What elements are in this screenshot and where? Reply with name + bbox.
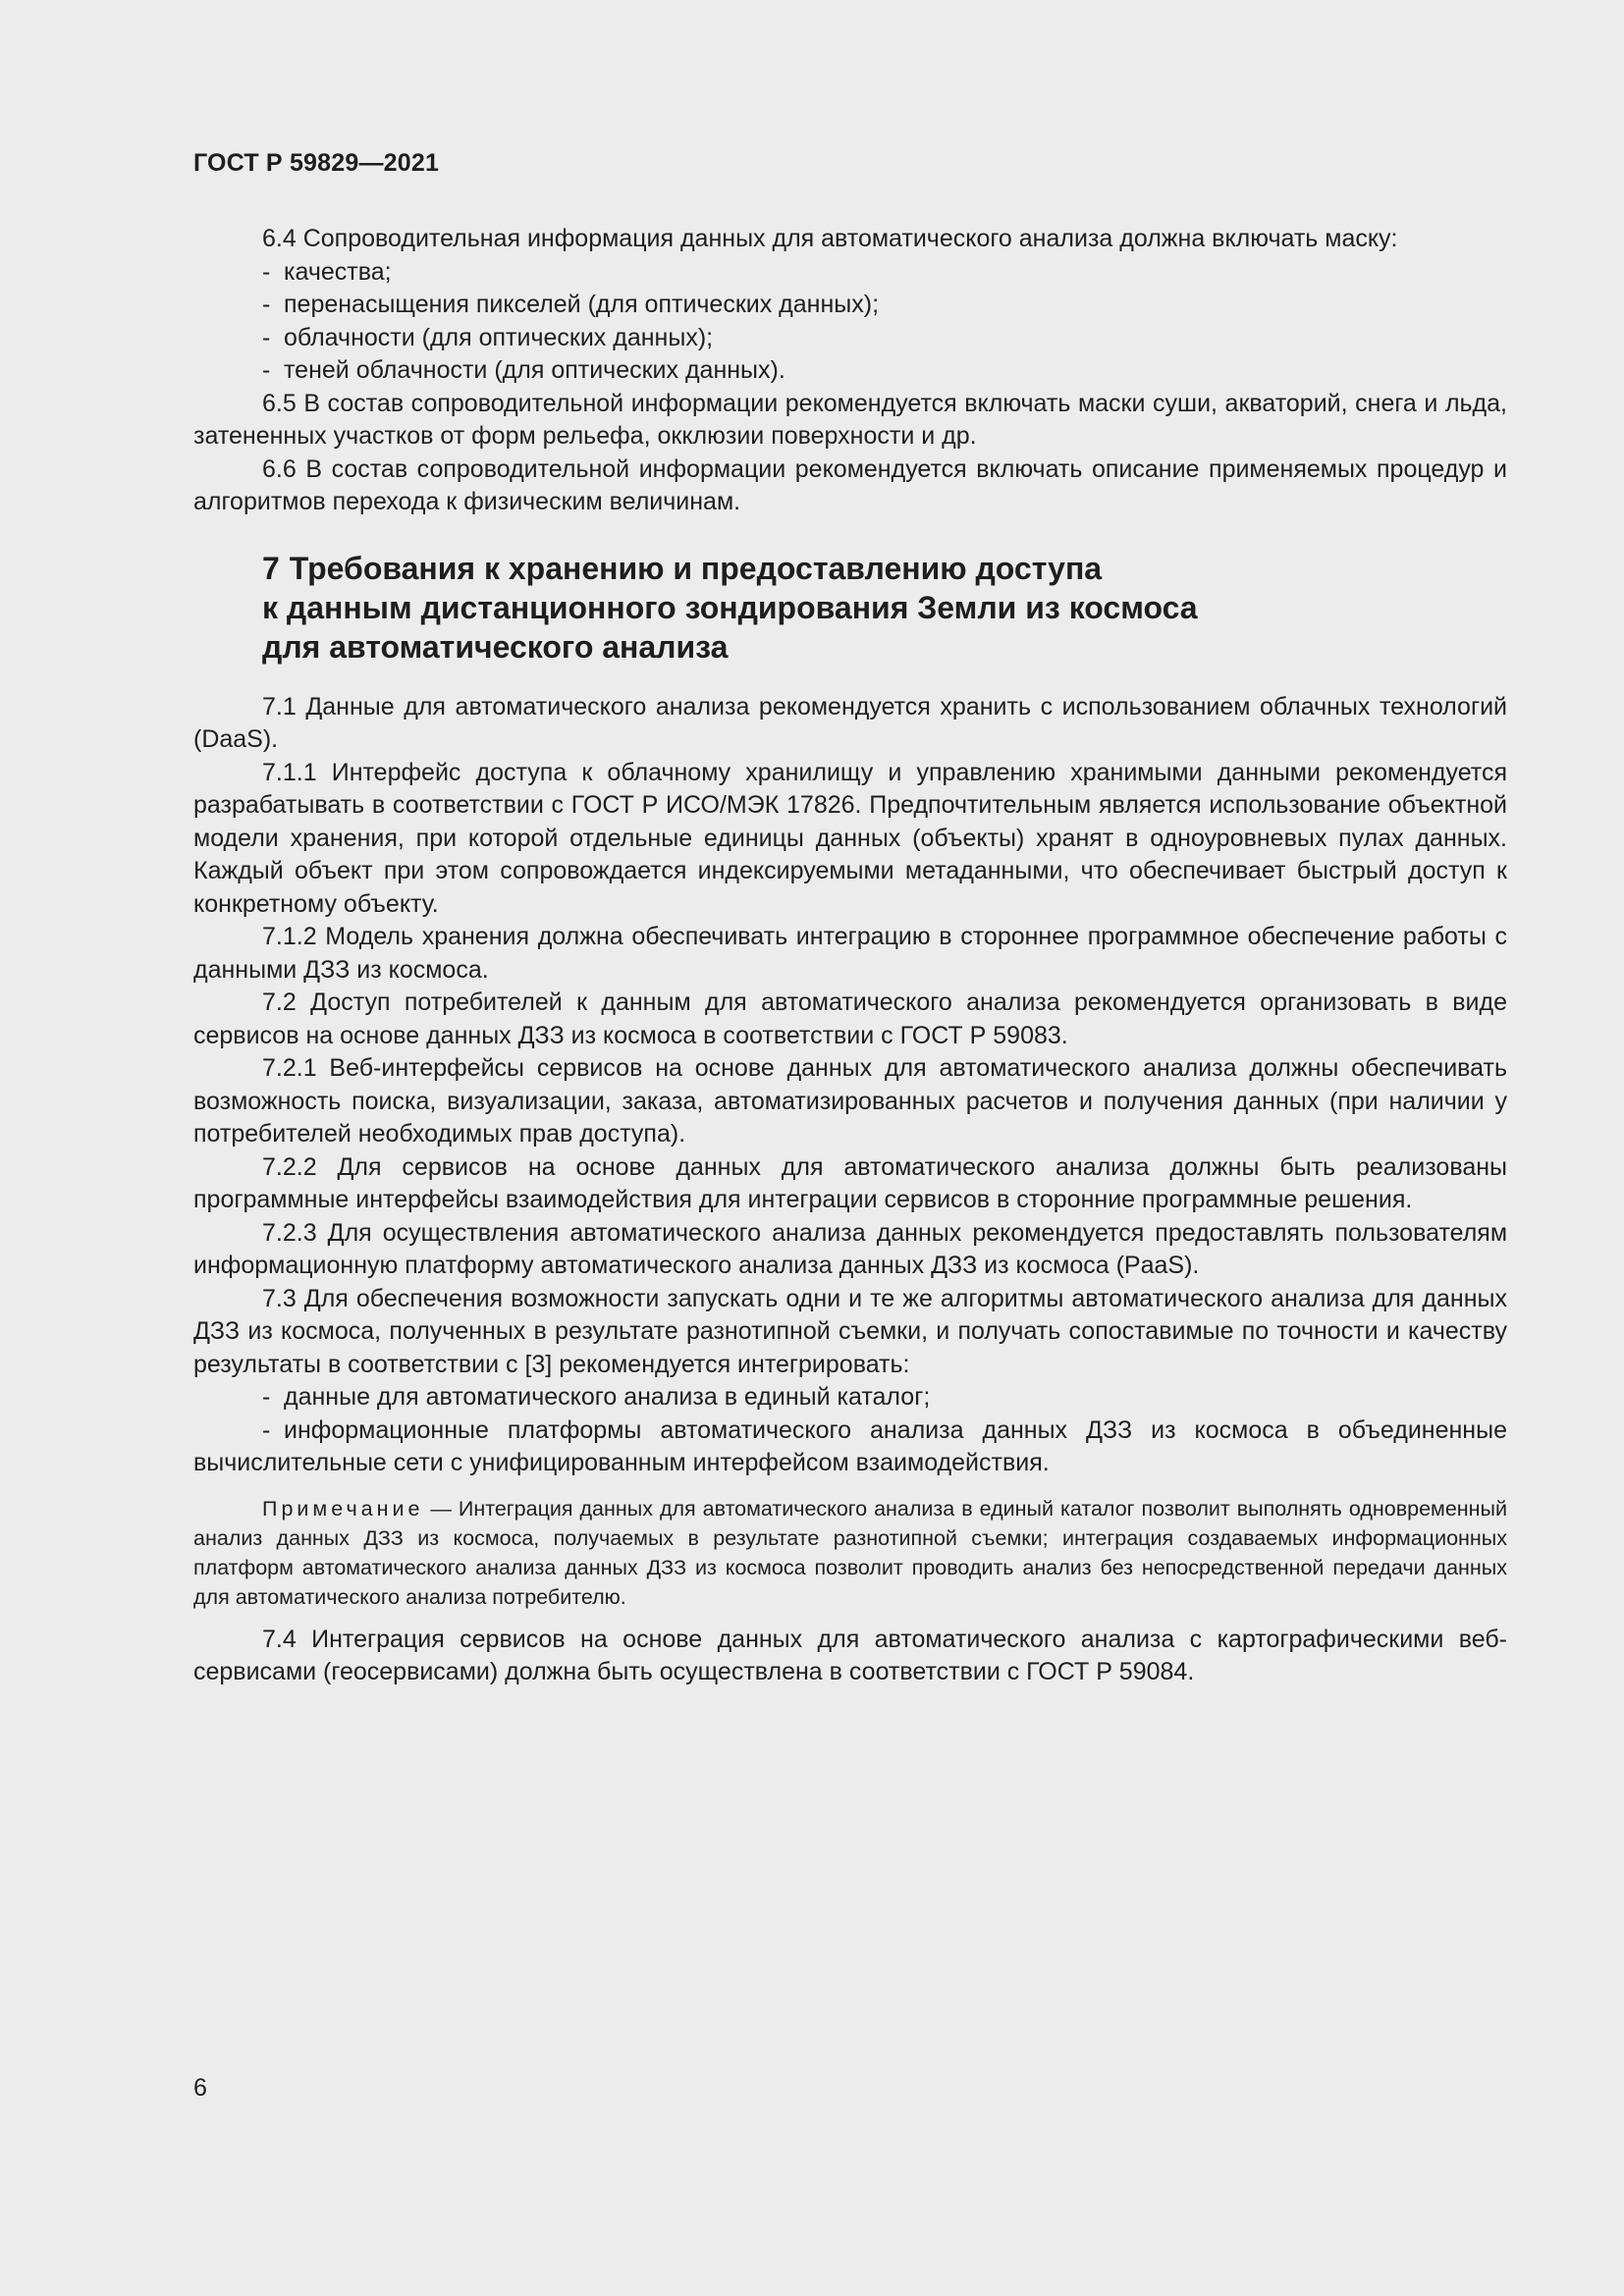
list-dash: - (262, 291, 271, 318)
section-7-title-line-1: Требования к хранению и предоставлению доступа (289, 550, 1103, 586)
section-7-heading (262, 549, 1507, 667)
list-dash: - (262, 356, 271, 384)
list-item-text: данные для автоматического анализа в единый каталог; (284, 1383, 931, 1411)
list-item (193, 1415, 1507, 1480)
list-item-text: качества; (284, 257, 392, 286)
paragraph-7-1: 7.1 Данные для автоматического анализа рекомендуется хранить с использованием облачных технологий (DaaS). (193, 692, 1507, 753)
list-item-text: теней облачности (для оптических данных). (284, 356, 785, 384)
paragraph-7-2-2: 7.2.2 Для сервисов на основе данных для автоматического анализа должны быть реализованы программные интерфейсы взаимодействия для интеграции сервисов в сторонние программные решения. (193, 1152, 1507, 1213)
section-7-title-line-3: для автоматического анализа (262, 628, 729, 665)
list-item (193, 322, 1507, 355)
running-header-standard-id: ГОСТ Р 59829—2021 (193, 149, 440, 177)
list-item-text: информационные платформы автоматического анализа данных ДЗЗ из космоса в объединенные вычислительные сети с унифицированным интерфейсом взаимодействия. (193, 1415, 1507, 1476)
list-item (193, 289, 1507, 322)
note-text: — Интеграция данных для автоматического анализа в единый каталог позволит выполнять одновременный анализ данных ДЗЗ из космоса, получаемых в результате разнотипной съемки; интеграция создаваемых информационных платформ автоматического анализа данных ДЗЗ из космоса позволит проводить анализ без непосредственной передачи данных для автоматического анализа потребителю. (193, 1496, 1507, 1609)
paragraph-6-5: 6.5 В состав сопроводительной информации рекомендуется включать маски суши, акваторий, снега и льда, затененных участков от форм рельефа, окклюзии поверхности и др. (193, 389, 1507, 450)
list-dash: - (262, 1415, 271, 1444)
paragraph-7-2-1: 7.2.1 Веб-интерфейсы сервисов на основе данных для автоматического анализа должны обеспечивать возможность поиска, визуализации, заказа, автоматизированных расчетов и получения данных (при наличии у потребителей необходимых прав доступа). (193, 1054, 1507, 1148)
section-7-title-line-2: к данным дистанционного зондирования Земли из космоса (262, 589, 1198, 625)
list-dash: - (262, 323, 271, 351)
paragraph-7-2: 7.2 Доступ потребителей к данным для автоматического анализа рекомендуется организовать в виде сервисов на основе данных ДЗЗ из космоса в соответствии с ГОСТ Р 59083. (193, 988, 1507, 1049)
paragraph-6-4: 6.4 Сопроводительная информация данных для автоматического анализа должна включать маску: (262, 225, 1398, 252)
paragraph-7-2-3: 7.2.3 Для осуществления автоматического анализа данных рекомендуется предоставлять пользователям информационную платформу автоматического анализа данных ДЗЗ из космоса (PaaS). (193, 1218, 1507, 1279)
section-7-number: 7 (262, 550, 280, 586)
note-label: Примечание (262, 1496, 424, 1521)
paragraph-6-6: 6.6 В состав сопроводительной информации рекомендуется включать описание применяемых процедур и алгоритмов перехода к физическим величинам. (193, 454, 1507, 515)
list-item (193, 354, 1507, 388)
list-item (193, 1381, 1507, 1415)
paragraph-7-1-1: 7.1.1 Интерфейс доступа к облачному хранилищу и управлению хранимыми данными рекомендуется разрабатывать в соответствии с ГОСТ Р ИСО/МЭК 17826. Предпочтительным является использование объектной модели хранения, при которой отдельные единицы данных (объекты) хранят в одноуровневых пулах данных. Каждый объект при этом сопровождается индексируемыми метаданными, что обеспечивает быстрый доступ к конкретному объекту. (193, 758, 1507, 918)
list-item-text: перенасыщения пикселей (для оптических данных); (284, 291, 880, 318)
body-text (193, 223, 1507, 1689)
paragraph-7-4: 7.4 Интеграция сервисов на основе данных для автоматического анализа с картографическими веб-сервисами (геосервисами) должна быть осуществлена в соответствии с ГОСТ Р 59084. (193, 1625, 1507, 1685)
paragraph-7-3: 7.3 Для обеспечения возможности запускать одни и те же алгоритмы автоматического анализа для данных ДЗЗ из космоса, полученных в результате разнотипной съемки, и получать сопоставимые по точности и качеству результаты в соответствии с [3] рекомендуется интегрировать: (193, 1284, 1507, 1378)
list-item-text: облачности (для оптических данных); (284, 323, 714, 351)
list-item (193, 256, 1507, 290)
list-dash: - (262, 257, 271, 286)
page-number: 6 (193, 2074, 207, 2102)
note (193, 1494, 1507, 1612)
list-dash: - (262, 1383, 271, 1411)
section-7-heading-line-1 (262, 549, 1507, 588)
paragraph-7-1-2: 7.1.2 Модель хранения должна обеспечивать интеграцию в стороннее программное обеспечение работы с данными ДЗЗ из космоса. (193, 923, 1507, 984)
